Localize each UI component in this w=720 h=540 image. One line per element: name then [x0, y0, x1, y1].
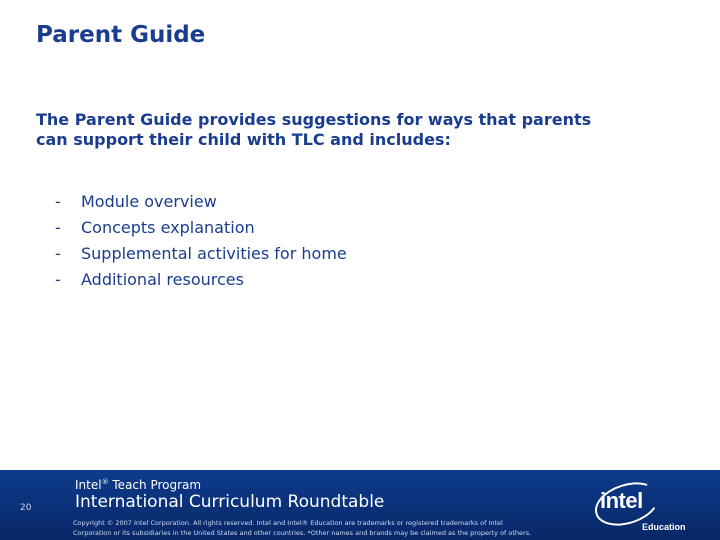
- intro-line: The Parent Guide provides suggestions for ways that parents: [36, 110, 592, 129]
- copyright-notice: [73, 518, 583, 538]
- bullet-dash: -: [55, 218, 61, 237]
- registered-mark: ®: [101, 478, 109, 486]
- program-suffix: Teach Program: [108, 478, 202, 492]
- list-item-text: Supplemental activities for home: [81, 244, 347, 263]
- intro-paragraph: [36, 110, 696, 150]
- bullet-dash: -: [55, 192, 61, 211]
- list-item: [55, 244, 347, 270]
- list-item: [55, 192, 347, 218]
- intel-education-logo: [592, 480, 692, 536]
- bullet-dash: -: [55, 244, 61, 263]
- footer-bar: [0, 470, 720, 540]
- intro-line: can support their child with TLC and includes:: [36, 130, 451, 149]
- list-item-text: Module overview: [81, 192, 217, 211]
- list-item: [55, 218, 347, 244]
- copyright-line: Corporation or its subsidiaries in the United States and other countries. *Other names and brands may be claimed as the property of others.: [73, 529, 532, 537]
- copyright-line: Copyright © 2007 Intel Corporation. All rights reserved. Intel and Intel® Education are trademarks or registered trademarks of Intel: [73, 519, 503, 527]
- event-title: International Curriculum Roundtable: [75, 492, 385, 512]
- list-item-text: Concepts explanation: [81, 218, 255, 237]
- program-name: [75, 478, 201, 492]
- logo-wordmark: intel: [600, 488, 643, 513]
- logo-subtitle: Education: [642, 522, 686, 532]
- page-number: 20: [20, 503, 32, 513]
- feature-list: [55, 192, 347, 296]
- list-item: [55, 270, 347, 296]
- slide-title: Parent Guide: [36, 22, 206, 48]
- program-brand: Intel: [75, 478, 102, 492]
- bullet-dash: -: [55, 270, 61, 289]
- list-item-text: Additional resources: [81, 270, 244, 289]
